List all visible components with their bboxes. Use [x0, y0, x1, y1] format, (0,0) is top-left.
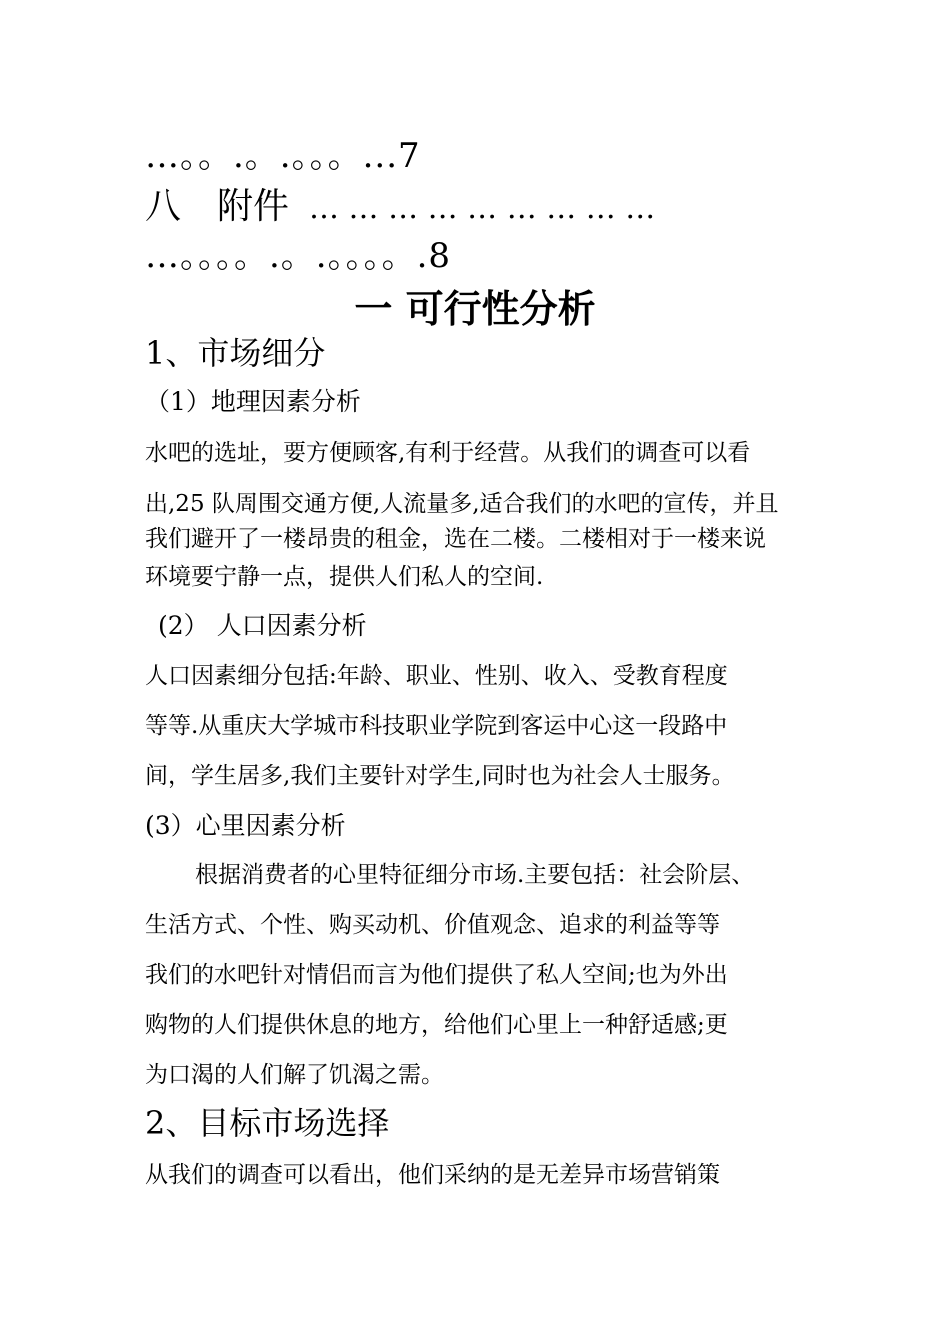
chapter-title: 一 可行性分析	[354, 286, 596, 331]
paragraph-line: 间，学生居多,我们主要针对学生,同时也为社会人士服务。	[145, 763, 735, 789]
paragraph-line: 根据消费者的心里特征细分市场.主要包括：社会阶层、	[195, 862, 755, 888]
paragraph-line: 生活方式、个性、购买动机、价值观念、追求的利益等等	[145, 912, 720, 938]
paragraph-line: 为口渴的人们解了饥渴之需。	[145, 1062, 444, 1088]
toc-entry-label: 八 附件	[145, 186, 290, 227]
paragraph-line: 等等.从重庆大学城市科技职业学院到客运中心这一段路中	[145, 713, 728, 739]
paragraph-line: 环境要宁静一点，提供人们私人的空间.	[145, 564, 544, 590]
paragraph-line: 我们避开了一楼昂贵的租金，选在二楼。二楼相对于一楼来说	[145, 526, 766, 552]
paragraph-line: 水吧的选址，要方便顾客,有利于经营。从我们的调查可以看	[145, 440, 751, 466]
toc-line-7: …。。.。.。。。...7	[145, 136, 421, 176]
section-heading-target-market: 2、目标市场选择	[145, 1104, 390, 1142]
toc-entry-appendix	[145, 178, 655, 229]
subsection-heading-demographic: (2） 人口因素分析	[158, 611, 367, 640]
subsection-heading-psychographic: (3）心里因素分析	[145, 811, 346, 840]
paragraph-line: 人口因素细分包括:年龄、职业、性别、收入、受教育程度	[145, 663, 728, 689]
toc-leader-dots: … … … … … … … … …	[309, 191, 656, 226]
section-heading-market-segmentation: 1、市场细分	[145, 334, 326, 372]
subsection-heading-geographic: （1）地理因素分析	[145, 387, 361, 416]
paragraph-line: 从我们的调查可以看出，他们采纳的是无差异市场营销策	[145, 1162, 720, 1188]
toc-line-8: …。。。。.。.。。。。.8	[145, 236, 452, 276]
paragraph-line: 购物的人们提供休息的地方，给他们心里上一种舒适感;更	[145, 1012, 728, 1038]
paragraph-line: 我们的水吧针对情侣而言为他们提供了私人空间;也为外出	[145, 962, 728, 988]
paragraph-line: 出,25 队周围交通方便,人流量多,适合我们的水吧的宣传，并且	[145, 491, 779, 517]
